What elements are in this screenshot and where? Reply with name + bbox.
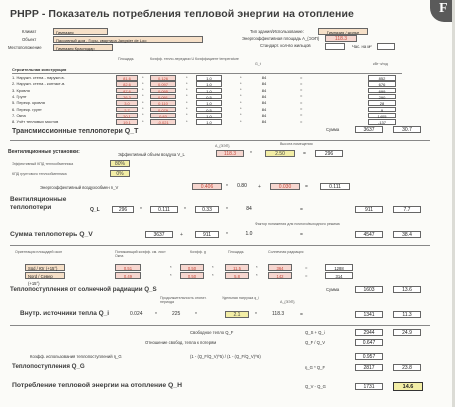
vent-n-result: 0.111 <box>320 183 350 190</box>
transmission-sum-label: Сумма <box>326 127 340 132</box>
internal-v1: 0.024 <box>130 311 143 317</box>
result-value: 1731 <box>355 383 383 390</box>
section-divider <box>10 325 430 326</box>
construction-title: Строительная конструкция <box>12 67 67 72</box>
construction-row-name: 7. Окна <box>12 112 26 118</box>
construction-row-u[interactable]: 0.091 <box>150 94 176 100</box>
total-result: 4547 <box>355 231 383 238</box>
internal-v4: 118.3 <box>272 311 285 317</box>
free-heat-label: Свободное тепло Q_F <box>190 330 234 335</box>
construction-row-kwh: 28 <box>368 100 396 106</box>
vent-c-value: 0.33 <box>195 206 219 213</box>
occupants-label: Стандарт. кол-во жильцов <box>260 43 311 48</box>
vent-loss-specific: 7.7 <box>393 206 421 213</box>
solar-reduction-header: Понижающий коэфф. см. лист Окна <box>115 250 166 258</box>
building-type-label: Тип здания/Использование: <box>250 29 304 34</box>
solar-row-radiation[interactable]: 364 <box>268 264 292 271</box>
construction-row-g: 84 <box>261 75 267 80</box>
solar-row-orient[interactable]: Süd / Юг (+15°) <box>25 264 65 271</box>
vent-eff-value[interactable]: 80% <box>110 160 130 167</box>
total-qt: 3637 <box>145 231 173 238</box>
col-header-kwh: кВт·ч/год <box>373 62 388 66</box>
usage-value: 0.957 <box>355 353 383 360</box>
usage-formula: (1 - (Q_F/Q_V)^5) / (1 - (Q_F/Q_V)^6) <box>190 354 261 359</box>
result-label: Потребление тепловой энергии на отопление Q_H <box>12 382 182 389</box>
construction-row-g: 84 <box>261 100 267 106</box>
construction-row-f: 0.5 <box>196 94 222 100</box>
construction-row-area[interactable]: 3.0 <box>116 100 138 106</box>
construction-row-kwh: -137 <box>368 119 396 125</box>
col-header-g: G_t <box>255 62 261 66</box>
construction-row-u[interactable]: 0.079 <box>150 107 176 113</box>
construction-row-g: 84 <box>261 93 267 99</box>
vent-vl-value: 296 <box>112 206 134 213</box>
col-header-area: Площадь <box>118 57 134 61</box>
result-formula: Q_V - Q_G <box>305 384 326 389</box>
vent-height-label: Высота помещения <box>280 142 313 146</box>
construction-row-name: 6. Перекр. грунт <box>12 106 42 112</box>
vent-eff-label: Эффективный КПД теплообменника <box>12 162 74 166</box>
construction-row-kwh: 9 <box>368 107 396 113</box>
total-factor: 1.0 <box>245 231 253 237</box>
vent-n-label: Энергоэффективный воздухообмен n_V <box>40 185 119 190</box>
internal-specific: 11.3 <box>393 311 421 318</box>
solar-row-area[interactable]: 11.5 <box>225 264 249 271</box>
construction-row-g: 84 <box>261 112 267 118</box>
construction-row-area[interactable]: 19.1 <box>116 119 138 125</box>
construction-row-f: 0.5 <box>196 107 222 113</box>
vent-volume-label: Эффективный объем воздуха V_L <box>118 152 185 157</box>
internal-load-label: Удельная нагрузка q_i <box>222 296 260 300</box>
free-heat-specific: 24.9 <box>393 329 421 336</box>
occupants-value[interactable] <box>325 43 345 50</box>
solar-specific: 13.6 <box>393 286 421 293</box>
construction-row-area[interactable]: 2.7 <box>116 107 138 113</box>
construction-row-g: 84 <box>261 87 267 93</box>
sheet-title: PHPP - Показатель потребления тепловой энергии на отопление <box>10 8 354 20</box>
solar-row-result: 1288 <box>325 264 353 271</box>
construction-row-u[interactable]: 0.83 <box>150 113 176 119</box>
construction-row-name: 1. Наружн. стена - наружн.в. <box>12 75 65 80</box>
ratio-formula: Q_F / Q_V <box>305 340 326 345</box>
col-header-u: Коэфф. тепло-передачи U <box>150 57 195 61</box>
transmission-sum-value: 3637 <box>355 126 383 133</box>
vent-n-value3[interactable]: 0.030 <box>270 183 300 190</box>
vent-area-label: A_{ЭЭП} <box>215 144 230 148</box>
solar-area-header: Площадь <box>228 250 244 254</box>
construction-row-f: 1.0 <box>196 113 222 119</box>
vent-n-value2: 0.80 <box>237 183 247 189</box>
total-ql: 911 <box>195 231 219 238</box>
solar-g-header: Коэфф. g <box>190 250 206 254</box>
construction-row-g: 84 <box>261 106 267 112</box>
solar-row-reduction[interactable]: 0.51 <box>115 264 141 271</box>
internal-duration-label: Продолжительность отопит. периода <box>160 296 207 304</box>
object-value[interactable]: Пассивный дом , Горы, квартира Jangster de Loo <box>53 36 203 43</box>
transmission-label: Трансмиссионные теплопотери Q_T <box>12 128 139 135</box>
construction-row-kwh: 676 <box>368 81 396 87</box>
construction-row-name: 8. Учёт тепловых мостов <box>12 119 59 125</box>
construction-row-area[interactable]: 20.1 <box>116 113 138 119</box>
vent-height-value[interactable]: 2.50 <box>265 150 295 157</box>
solar-sum-value: 1603 <box>355 286 383 293</box>
internal-v3[interactable]: 2.1 <box>225 311 249 318</box>
col-header-f: Коэффициент temperature <box>195 57 239 61</box>
construction-row-name: 3. Кровля <box>12 87 30 93</box>
solar-row-radiation[interactable]: 142 <box>268 272 292 279</box>
location-label: Местоположение <box>8 45 42 50</box>
construction-row-f: 1.0 <box>196 100 222 106</box>
construction-row-area[interactable]: 81.6 <box>116 75 138 81</box>
gains-value: 2817 <box>355 364 383 371</box>
transmission-sum-specific: 30.7 <box>393 126 421 133</box>
total-losses-label: Сумма теплопотерь Q_V <box>10 231 93 238</box>
solar-row-result: 314 <box>325 272 353 279</box>
vent-volume-value: 296 <box>315 150 343 157</box>
gains-specific: 23.8 <box>393 364 421 371</box>
construction-row-name: 4. Грунт <box>12 93 27 99</box>
ratio-label: Отношение свобод. тепла к потерям <box>145 340 217 345</box>
solar-orient-header: Ориентация площадей окон <box>15 250 63 254</box>
vent-ground-label: КПД грунтового теплообменника <box>12 172 67 176</box>
solar-row-g[interactable]: 0.50 <box>180 264 204 271</box>
usage-label: Коэфф. использования теплопоступлений η_G <box>30 354 122 359</box>
table-divider <box>12 73 402 74</box>
construction-row-u[interactable]: 0.095 <box>150 88 176 94</box>
vent-loss-value: 911 <box>355 206 383 213</box>
construction-row-name: 5. Перекр. кровля <box>12 100 45 106</box>
solar-label: Теплопоступления от солнечной радиации Q_S <box>10 286 157 293</box>
gains-label: Теплопоступления Q_G <box>12 363 85 370</box>
solar-radiation-header: Солнечная радиация <box>268 250 304 254</box>
result-specific: 14.6 <box>393 382 423 391</box>
solar-sum-label: Сумма <box>326 287 340 292</box>
gains-formula: η_G * Q_F <box>305 365 326 370</box>
vent-title: Вентиляционные установки: <box>8 149 80 155</box>
vent-losses-symbol: Q_L <box>90 207 100 213</box>
construction-row-g: 84 <box>261 119 267 125</box>
construction-row-name: 2. Наружн. стена - контакт-в. <box>12 81 66 87</box>
construction-row-u[interactable]: 0.097 <box>150 81 176 87</box>
factor-label: Фактор понижения для ночного/выходного режима <box>255 222 340 226</box>
construction-row-kwh: 290 <box>368 94 396 100</box>
construction-row-kwh: 699 <box>368 88 396 94</box>
building-type-value[interactable]: Гимназия / жилье <box>318 28 368 35</box>
solar-row-orient[interactable]: Nord / Север (+15°) <box>25 272 65 279</box>
vent-g-value: 84 <box>246 206 252 212</box>
total-specific: 38.4 <box>393 231 421 238</box>
vent-n-value1[interactable]: 0.406 <box>192 183 222 190</box>
construction-row-kwh: 1405 <box>368 113 396 119</box>
construction-row-f: 1.0 <box>196 119 222 125</box>
free-heat-formula: Q_S + Q_i <box>305 330 325 335</box>
construction-row-f: 1.0 <box>196 81 222 87</box>
internal-label: Внутр. источники тепла Q_i <box>20 310 110 317</box>
hours-value[interactable] <box>377 43 395 50</box>
construction-row-u[interactable]: 0.110 <box>150 100 176 106</box>
solar-row-area[interactable]: 5.8 <box>225 272 249 279</box>
internal-v2: 225 <box>172 311 181 317</box>
vent-ground-value[interactable]: 0% <box>110 170 130 177</box>
construction-row-f: 1.0 <box>196 88 222 94</box>
vent-losses-label: Вентиляционные теплопотери <box>10 196 67 211</box>
internal-result: 1341 <box>355 311 383 318</box>
vent-nv-value: 0.111 <box>150 206 178 213</box>
construction-row-kwh: 852 <box>368 75 396 81</box>
section-divider <box>10 245 430 246</box>
internal-area-label: A_{ЭЭП} <box>280 300 295 304</box>
energy-area-label: Энергоэффективная площадь A_{ЭЭП} <box>242 36 320 41</box>
worksheet: F PHPP - Показатель потребления тепловой энергии на отопление Тип здания/Использование: Гимназия / жилье Энергоэффективная площадь A_{ЭЭП} 118.3 Стандарт. кол-во жильцов Час. на м² Климат Гимназия Объект Пассивный дом , Горы, квартира Jangster de Loo Местоположение Гимназия Краснодар Площадь Коэфф. тепло-передачи U Коэффициент temperature G_t кВт·ч/год Строительная конструкция 1. Наружн. стена - наружн.в. 81.6 0.126 1.0 84 852 * * * = 2. Наружн. стена - контакт-в. 82.6 0.097 1.0 84 676 * * * = 3. Кровля 87.6 0.095 1.0 84 699 * * * = 4. Грунт 76.3 0.091 0.5 84 290 * * * = 5. Перекр. кровля 3.0 0.110 1.0 84 28 * * * = 6. Перекр. грунт 2.7 0.079 0.5 84 9 * * * = 7. Окна 20.1 0.83 1.0 84 1405 * * * = 8. Учёт тепловых мостов 19.1 -0.021 1.0 84 -137 * * * = Сумма 3637 30.7 Трансмиссионные теплопотери Q_T A_{ЭЭП} Высота помещения Вентиляционные установки: Эффективный объем воздуха V_L 118.3 * 2.50 = 296 Эффективный КПД теплообменника 80% КПД грунтового теплообменника 0% Энергоэффективный воздухообмен n_V 0.406 * 0.80 + 0.030 = 0.111 Вентиляционные теплопотери Q_L 296 * 0.111 * 0.33 * 84 = 911 7.7 Фактор понижения для ночного/выходного режима Сумма теплопотерь Q_V 3637 + 911 * 1.0 = 4547 38.4 Ориентация площадей окон Понижающий коэфф. см. лист Окна Коэфф. g Площадь Солнечная радиация Süd / Юг (+15°) 0.51 0.50 11.5 364 1288 * * * = Nord / Север (+15°) 0.49 0.50 5.8 142 314 * * * = Теплопоступления от солнечной радиации Q_S Сумма 1603 13.6 Продолжительность отопит. периода Удельная нагрузка q_i A_{ЭЭП} Внутр. источники тепла Q_i 0.024 * 225 * 2.1 * 118.3 = 1341 11.3 Свободное тепло Q_F Q_S + Q_i 2944 24.9 Отношение свобод. тепла к потерям Q_F / Q_V 0.647 Коэфф. использования теплопоступлений η_G (1 - (Q_F/Q_V)^5) / (1 - (Q_F/Q_V)^6) 0.957 Теплопоступления Q_G η_G * Q_F 2817 23.8 Потребление тепловой энергии на отопление Q_H Q_V - Q_G 1731 14.6 <box>0 0 452 407</box>
construction-row-area[interactable]: 76.3 <box>116 94 138 100</box>
construction-row-f: 1.0 <box>196 75 222 81</box>
construction-row-u[interactable]: 0.126 <box>150 75 176 81</box>
section-divider <box>10 140 430 141</box>
construction-row-g: 84 <box>261 81 267 87</box>
ratio-value: 0.647 <box>355 339 383 346</box>
energy-area-value[interactable]: 118.3 <box>325 35 357 42</box>
construction-row-area[interactable]: 82.6 <box>116 81 138 87</box>
corner-logo: F <box>430 0 452 22</box>
hours-label: Час. на м² <box>352 44 372 49</box>
construction-row-area[interactable]: 87.6 <box>116 88 138 94</box>
solar-row-g[interactable]: 0.50 <box>180 272 204 279</box>
location-value[interactable]: Гимназия Краснодар <box>53 44 113 51</box>
free-heat-value: 2944 <box>355 329 383 336</box>
solar-row-reduction[interactable]: 0.49 <box>115 272 141 279</box>
construction-row-u[interactable]: -0.021 <box>150 119 176 125</box>
vent-area-value[interactable]: 118.3 <box>216 150 244 157</box>
climate-value[interactable]: Гимназия <box>53 28 108 35</box>
object-label: Объект <box>22 37 37 42</box>
climate-label: Климат <box>22 29 37 34</box>
